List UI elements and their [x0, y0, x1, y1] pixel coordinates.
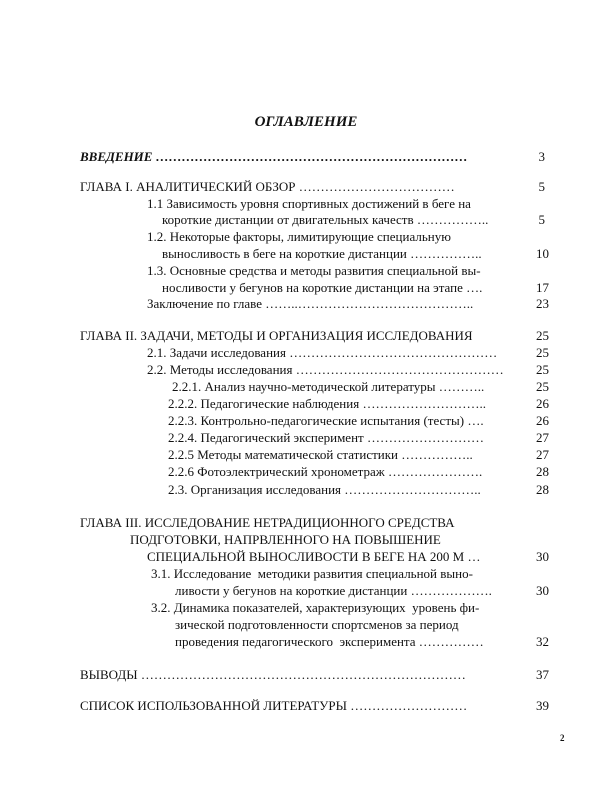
toc-entry-3-2-a: 3.2. Динамика показателей, характеризующих уровень фи-	[151, 600, 480, 615]
toc-entry-1-3-b: носливости у бегунов на короткие дистанции на этапе ….	[162, 280, 483, 295]
toc-entry-1-3-a: 1.3. Основные средства и методы развития специальной вы-	[147, 263, 481, 278]
toc-entry-chapter-2: ГЛАВА II. ЗАДАЧИ, МЕТОДЫ И ОРГАНИЗАЦИЯ ИССЛЕДОВАНИЯ	[80, 328, 473, 343]
toc-entry-1-1-a: 1.1 Зависимость уровня спортивных достижений в беге на	[147, 196, 471, 211]
toc-entry-2-1: 2.1. Задачи исследования …………………………………………	[147, 345, 498, 360]
toc-page-2-2-5: 27	[536, 447, 549, 462]
toc-entry-2-2-1: 2.2.1. Анализ научно-методической литературы ………..	[172, 379, 485, 394]
toc-page-1-2: 10	[536, 246, 549, 261]
toc-page-2-2-6: 28	[536, 464, 549, 479]
toc-page-2-3: 28	[536, 482, 549, 497]
toc-page-1-1: 5	[538, 212, 545, 227]
toc-entry-conclusions: ВЫВОДЫ …………………………………………………………………	[80, 667, 466, 682]
toc-page-chapter-3: 30	[536, 549, 549, 564]
toc-page-2-2-1: 25	[536, 379, 549, 394]
toc-entry-2-2-5: 2.2.5 Методы математической статистики ……………..	[168, 447, 473, 462]
toc-entry-chapter-3-a: ГЛАВА III. ИССЛЕДОВАНИЕ НЕТРАДИЦИОННОГО СРЕДСТВА	[80, 515, 455, 530]
toc-entry-references: СПИСОК ИСПОЛЬЗОВАННОЙ ЛИТЕРАТУРЫ ………………………	[80, 698, 468, 713]
toc-page-2-2-3: 26	[536, 413, 549, 428]
toc-entry-3-2-c: проведения педагогического эксперимента ……………	[175, 634, 484, 649]
toc-entry-intro: ВВЕДЕНИЕ ………………………………………………………………	[80, 149, 468, 164]
toc-entry-1-2-b: выносливость в беге на короткие дистанции ……………..	[162, 246, 482, 261]
toc-page-2-1: 25	[536, 345, 549, 360]
toc-entry-2-2: 2.2. Методы исследования …………………………………………	[147, 362, 504, 377]
page-number: 2	[560, 733, 565, 743]
toc-entry-1-2-a: 1.2. Некоторые факторы, лимитирующие специальную	[147, 229, 451, 244]
toc-page-2-2: 25	[536, 362, 549, 377]
toc-entry-chapter-3-c: СПЕЦИАЛЬНОЙ ВЫНОСЛИВОСТИ В БЕГЕ НА 200 М …	[147, 549, 481, 564]
toc-page-3-2: 32	[536, 634, 549, 649]
toc-page-chapter-2: 25	[536, 328, 549, 343]
toc-entry-1-1-b: короткие дистанции от двигательных качеств ……………..	[162, 212, 489, 227]
toc-entry-2-2-2: 2.2.2. Педагогические наблюдения ………………………..	[168, 396, 486, 411]
toc-entry-chapter-3-b: ПОДГОТОВКИ, НАПРВЛЕННОГО НА ПОВЫШЕНИЕ	[130, 532, 441, 547]
page-title: ОГЛАВЛЕНИЕ	[254, 114, 358, 130]
toc-page-conclusions: 37	[536, 667, 549, 682]
toc-entry-chapter-1: ГЛАВА I. АНАЛИТИЧЕСКИЙ ОБЗОР ………………………………	[80, 179, 455, 194]
toc-page-1-3: 17	[536, 280, 549, 295]
toc-page-2-2-2: 26	[536, 396, 549, 411]
toc-page-references: 39	[536, 698, 549, 713]
toc-entry-2-2-4: 2.2.4. Педагогический эксперимент ………………………	[168, 430, 484, 445]
toc-entry-2-2-3: 2.2.3. Контрольно-педагогические испытания (тесты) ….	[168, 413, 484, 428]
toc-page-chapter-1: 5	[538, 179, 545, 194]
toc-entry-2-2-6: 2.2.6 Фотоэлектрический хронометраж ………………….	[168, 464, 483, 479]
toc-entry-3-2-b: зической подготовленности спортсменов за период	[175, 617, 459, 632]
toc-page-intro: 3	[538, 149, 545, 164]
toc-entry-conclusion: Заключение по главе ……..…………………………………..	[147, 296, 474, 311]
toc-entry-3-1-b: ливости у бегунов на короткие дистанции ……………….	[175, 583, 492, 598]
toc-page-conclusion: 23	[536, 296, 549, 311]
toc-entry-2-3: 2.3. Организация исследования …………………………..	[168, 482, 481, 497]
toc-page-3-1: 30	[536, 583, 549, 598]
toc-page-2-2-4: 27	[536, 430, 549, 445]
toc-entry-3-1-a: 3.1. Исследование методики развития специальной выно-	[151, 566, 473, 581]
